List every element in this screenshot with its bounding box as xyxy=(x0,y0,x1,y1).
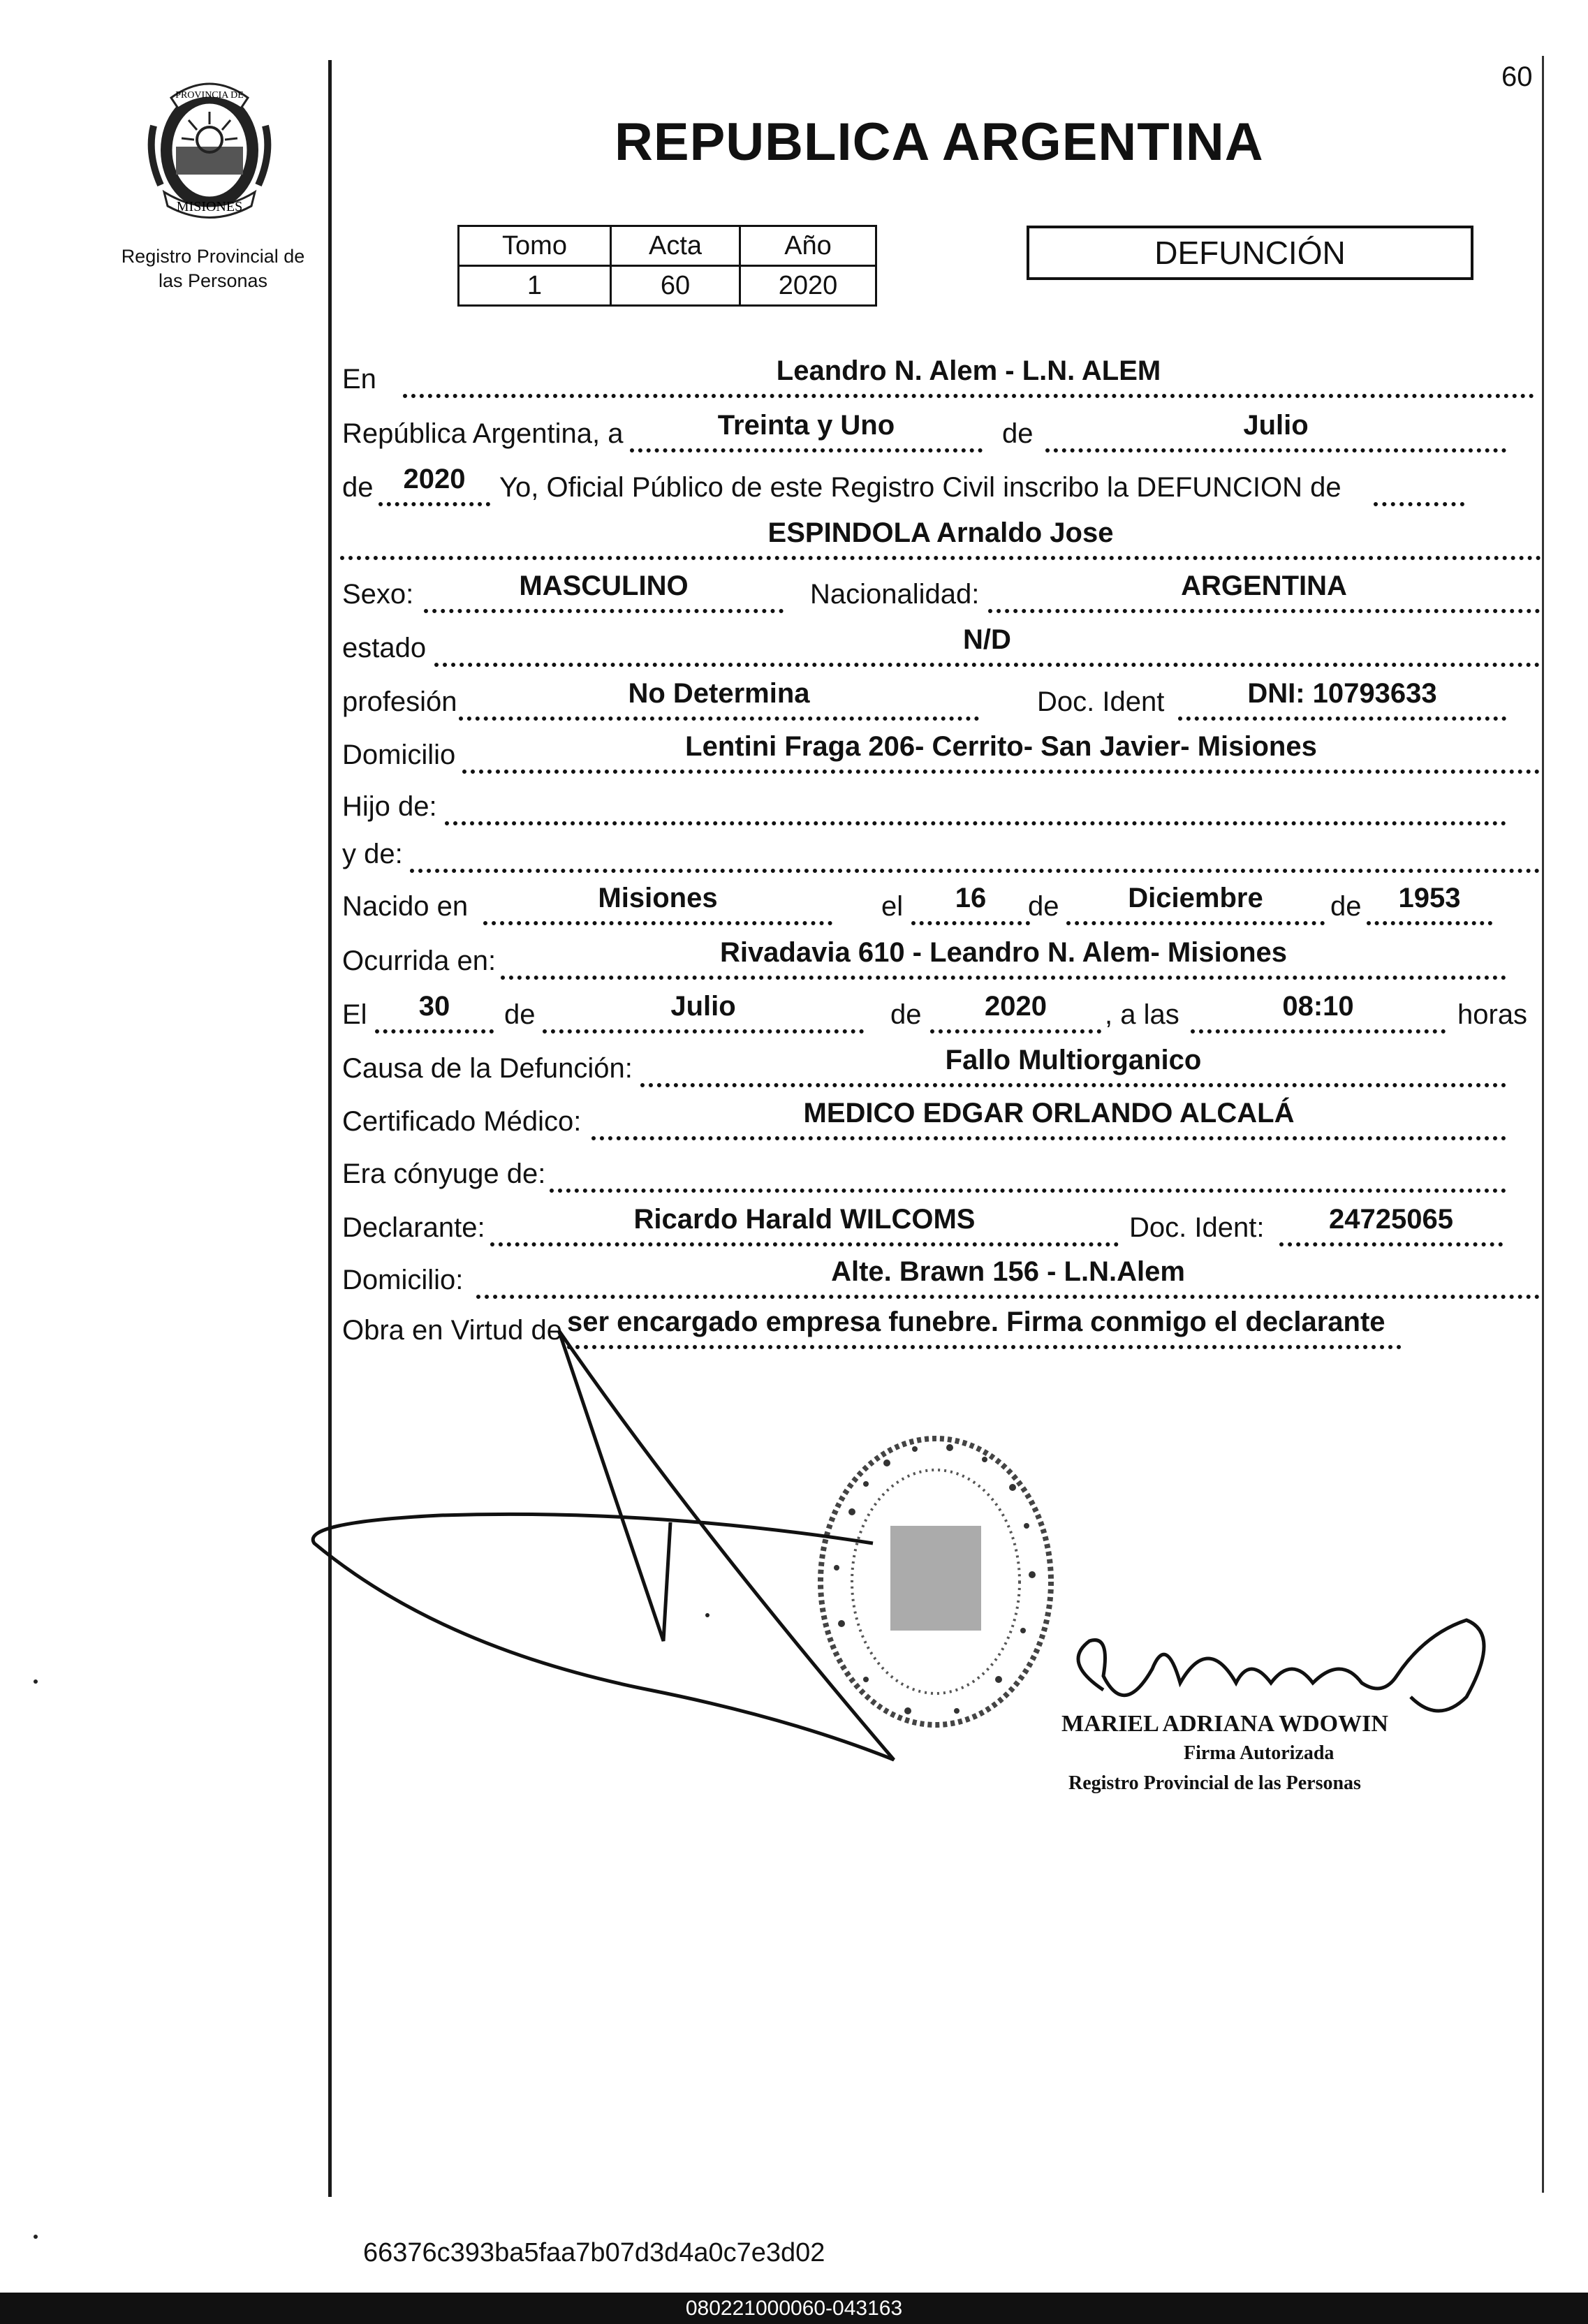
field-def-mes xyxy=(543,987,864,1034)
scan-mark xyxy=(34,1679,38,1684)
field-en xyxy=(403,352,1534,398)
label-nacido-en: Nacido en xyxy=(342,891,469,922)
value-causa: Fallo Multiorganico xyxy=(945,1045,1202,1075)
row-declarante xyxy=(340,1198,1541,1251)
label-domicilio: Domicilio xyxy=(342,740,456,770)
value-ocurrida-en: Rivadavia 610 - Leandro N. Alem- Misiones xyxy=(719,937,1288,968)
value-doc-ident: DNI: 10793633 xyxy=(1247,678,1437,709)
field-y-de xyxy=(410,827,1540,873)
value-sexo: MASCULINO xyxy=(519,571,689,601)
row-causa xyxy=(340,1038,1541,1091)
value-en: Leandro N. Alem - L.N. ALEM xyxy=(776,355,1161,386)
registry-line-1: Registro Provincial de xyxy=(121,246,305,267)
field-domicilio-declarante xyxy=(476,1253,1540,1299)
label-declarante-doc: Doc. Ident: xyxy=(1129,1212,1265,1243)
field-causa xyxy=(640,1041,1506,1087)
label-ocurrida-en: Ocurrida en: xyxy=(342,946,497,976)
field-nacido-en xyxy=(483,879,832,925)
scan-mark xyxy=(34,2235,38,2239)
field-def-anio xyxy=(930,987,1101,1034)
value-def-anio: 2020 xyxy=(985,991,1047,1022)
field-mes xyxy=(1045,406,1506,453)
row-domicilio xyxy=(340,725,1541,778)
anio-value: 2020 xyxy=(740,266,876,306)
label-de-def-mes: de xyxy=(504,999,536,1030)
label-en: En xyxy=(342,364,376,395)
value-nac-mes: Diciembre xyxy=(1128,883,1263,913)
field-conyuge xyxy=(550,1147,1506,1193)
value-obra: ser encargado empresa funebre. Firma conmigo el declarante xyxy=(567,1307,1385,1337)
row-estado xyxy=(340,618,1541,671)
value-nacido-en: Misiones xyxy=(598,883,718,913)
field-estado xyxy=(434,621,1540,667)
anio-header: Año xyxy=(740,226,876,266)
label-obra: Obra en Virtud de xyxy=(342,1315,563,1346)
field-def-dia xyxy=(375,987,494,1034)
field-sexo xyxy=(424,567,784,613)
value-nombre: ESPINDOLA Arnaldo Jose xyxy=(767,517,1114,548)
acta-header: Acta xyxy=(611,226,740,266)
row-domicilio-declarante xyxy=(340,1250,1541,1303)
label-de-mes: de xyxy=(1002,418,1034,449)
row-nombre xyxy=(340,511,1541,564)
value-declarante-doc: 24725065 xyxy=(1329,1204,1453,1235)
row-sexo xyxy=(340,564,1541,617)
value-anio: 2020 xyxy=(403,464,466,494)
field-profesion xyxy=(459,675,979,721)
row-fecha xyxy=(340,404,1541,457)
value-certificado: MEDICO EDGAR ORLANDO ALCALÁ xyxy=(803,1098,1295,1128)
value-def-dia: 30 xyxy=(418,991,450,1022)
coat-of-arms-icon xyxy=(133,70,286,223)
value-declarante: Ricardo Harald WILCOMS xyxy=(633,1204,976,1235)
label-y-de: y de: xyxy=(342,839,403,869)
row-nacido xyxy=(340,876,1541,929)
acta-value: 60 xyxy=(611,266,740,306)
field-ocurrida-en xyxy=(501,934,1506,980)
value-def-hora: 08:10 xyxy=(1282,991,1354,1022)
record-table xyxy=(457,225,877,307)
value-estado: N/D xyxy=(963,624,1011,655)
label-doc-ident: Doc. Ident xyxy=(1037,686,1165,717)
label-republica: República Argentina, a xyxy=(342,418,624,449)
value-domicilio: Lentini Fraga 206- Cerrito- San Javier- Misiones xyxy=(685,731,1317,762)
row-profesion xyxy=(340,672,1541,725)
field-def-hora xyxy=(1191,987,1446,1034)
field-hijo-de xyxy=(445,779,1506,825)
label-nacionalidad: Nacionalidad: xyxy=(810,579,980,610)
row-anio xyxy=(340,457,1541,510)
field-anio xyxy=(378,460,490,506)
label-causa: Causa de la Defunción: xyxy=(342,1053,633,1084)
label-el: el xyxy=(881,891,904,922)
value-def-mes: Julio xyxy=(670,991,736,1022)
label-a-las: , a las xyxy=(1105,999,1179,1030)
document-hash: 66376c393ba5faa7b07d3d4a0c7e3d02 xyxy=(363,2238,825,2267)
logo-bottom-text: MISIONES xyxy=(176,199,243,214)
label-sexo: Sexo: xyxy=(342,579,414,610)
page-title: REPUBLICA ARGENTINA xyxy=(615,112,1264,172)
value-profesion: No Determina xyxy=(628,678,810,709)
field-yo-blank xyxy=(1374,460,1464,506)
tomo-header: Tomo xyxy=(459,226,611,266)
authorizer-role: Firma Autorizada xyxy=(1184,1742,1335,1764)
value-nacionalidad: ARGENTINA xyxy=(1181,571,1347,601)
field-dia xyxy=(630,406,983,453)
row-fecha-defuncion xyxy=(340,985,1541,1038)
label-de-anio: de xyxy=(342,472,374,503)
label-de-nac-mes: de xyxy=(1028,891,1059,922)
row-conyuge xyxy=(340,1144,1541,1197)
registry-line-2: las Personas xyxy=(158,270,268,291)
label-horas: horas xyxy=(1457,999,1528,1030)
row-hijo-de xyxy=(340,777,1541,830)
signature-scribble xyxy=(300,1313,985,1774)
document-type-box: DEFUNCIÓN xyxy=(1027,226,1473,280)
row-ocurrida xyxy=(340,931,1541,984)
ink-dot xyxy=(705,1613,710,1617)
label-domicilio-declarante: Domicilio: xyxy=(342,1265,464,1295)
authorizer-name: MARIEL ADRIANA WDOWIN xyxy=(1061,1711,1388,1737)
label-conyuge: Era cónyuge de: xyxy=(342,1159,546,1189)
value-mes: Julio xyxy=(1243,410,1309,441)
value-dia: Treinta y Uno xyxy=(717,410,895,441)
field-nombre xyxy=(340,514,1541,560)
label-el-cap: El xyxy=(342,999,367,1030)
label-de-nac-anio: de xyxy=(1330,891,1362,922)
value-nac-dia: 16 xyxy=(955,883,987,913)
field-doc-ident xyxy=(1178,675,1506,721)
left-margin-line xyxy=(328,60,332,2197)
logo-top-text: PROVINCIA DE xyxy=(175,90,244,101)
label-estado: estado xyxy=(342,633,427,663)
field-nac-dia xyxy=(911,879,1030,925)
label-declarante: Declarante: xyxy=(342,1212,485,1243)
authorizer-office: Registro Provincial de las Personas xyxy=(1068,1772,1361,1794)
field-declarante-doc xyxy=(1279,1200,1503,1246)
field-nac-mes xyxy=(1066,879,1325,925)
label-certificado: Certificado Médico: xyxy=(342,1106,582,1137)
registry-name xyxy=(105,244,321,293)
row-en xyxy=(340,349,1541,402)
field-declarante xyxy=(490,1200,1119,1246)
tomo-value: 1 xyxy=(459,266,611,306)
right-margin-line xyxy=(1542,56,1544,2193)
field-domicilio xyxy=(462,728,1540,774)
value-domicilio-declarante: Alte. Brawn 156 - L.N.Alem xyxy=(831,1256,1185,1287)
label-profesion: profesión xyxy=(342,686,457,717)
footer-code: 080221000060-043163 xyxy=(685,2297,903,2320)
row-y-de xyxy=(340,824,1541,877)
page-number: 60 xyxy=(1501,61,1533,92)
field-certificado xyxy=(591,1094,1506,1140)
field-nacionalidad xyxy=(988,567,1540,613)
label-de-def-anio: de xyxy=(890,999,922,1030)
label-hijo-de: Hijo de: xyxy=(342,791,437,822)
label-yo-oficial: Yo, Oficial Público de este Registro Civil inscribo la DEFUNCION de xyxy=(499,472,1341,503)
value-nac-anio: 1953 xyxy=(1398,883,1461,913)
row-certificado xyxy=(340,1091,1541,1145)
field-nac-anio xyxy=(1367,879,1492,925)
